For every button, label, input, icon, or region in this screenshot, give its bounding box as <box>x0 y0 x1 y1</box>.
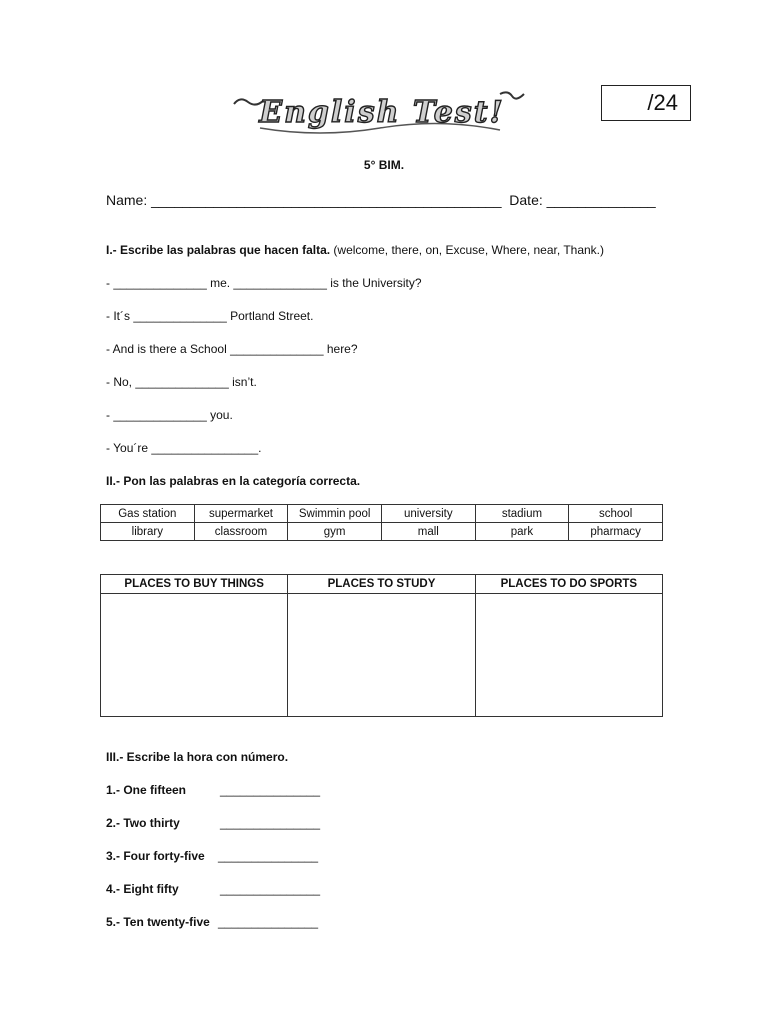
word-cell: mall <box>381 523 475 541</box>
answer-cell-sports[interactable] <box>475 594 662 717</box>
time-answer-blank[interactable]: _______________ <box>218 915 319 929</box>
word-cell: university <box>381 505 475 523</box>
section1-line-3[interactable]: - And is there a School ______________ here? <box>106 342 358 356</box>
word-cell: school <box>569 505 663 523</box>
english-test-logo <box>230 86 535 138</box>
name-date-line[interactable]: Name: _____________________________________________ Date: ______________ <box>106 192 656 208</box>
section1-title: I.- Escribe las palabras que hacen falta. <box>106 243 331 257</box>
word-cell: pharmacy <box>569 523 663 541</box>
word-cell: Swimmin pool <box>288 505 382 523</box>
table-row <box>101 594 663 717</box>
time-answer-blank[interactable]: _______________ <box>220 882 321 896</box>
category-header: PLACES TO BUY THINGS <box>101 575 288 594</box>
table-header-row <box>101 575 663 594</box>
time-item-label: 3.- Four forty-five <box>106 849 205 863</box>
section2-title: II.- Pon las palabras en la categoría correcta. <box>106 474 361 488</box>
word-cell: Gas station <box>101 505 195 523</box>
word-cell: library <box>101 523 195 541</box>
time-answer-blank[interactable]: _______________ <box>220 783 321 797</box>
word-bank-table <box>100 504 663 541</box>
answer-cell-study[interactable] <box>288 594 475 717</box>
categories-table <box>100 574 663 717</box>
time-item-label: 5.- Ten twenty-five <box>106 915 210 929</box>
section1-word-bank: (welcome, there, on, Excuse, Where, near, Thank.) <box>330 243 604 257</box>
section1-heading <box>106 243 604 257</box>
time-answer-blank[interactable]: _______________ <box>218 849 319 863</box>
time-item-label: 2.- Two thirty <box>106 816 180 830</box>
category-header: PLACES TO DO SPORTS <box>475 575 662 594</box>
word-cell: classroom <box>194 523 288 541</box>
time-item-label: 1.- One fifteen <box>106 783 187 797</box>
category-header: PLACES TO STUDY <box>288 575 475 594</box>
word-cell: park <box>475 523 569 541</box>
section1-line-5[interactable]: - ______________ you. <box>106 408 233 422</box>
word-cell: supermarket <box>194 505 288 523</box>
section3-title: III.- Escribe la hora con número. <box>106 750 289 764</box>
table-row <box>101 523 663 541</box>
section1-line-2[interactable]: - It´s ______________ Portland Street. <box>106 309 314 323</box>
section1-line-4[interactable]: - No, ______________ isn’t. <box>106 375 257 389</box>
section1-line-1[interactable]: - ______________ me. ______________ is the University? <box>106 276 422 290</box>
score-box: /24 <box>601 85 691 121</box>
time-answer-blank[interactable]: _______________ <box>220 816 321 830</box>
word-cell: gym <box>288 523 382 541</box>
section1-line-6[interactable]: - You´re ________________. <box>106 441 262 455</box>
bimester-label: 5° BIM. <box>363 158 405 172</box>
table-row <box>101 505 663 523</box>
word-cell: stadium <box>475 505 569 523</box>
time-item-label: 4.- Eight fifty <box>106 882 179 896</box>
logo-text: English Test! <box>259 95 505 130</box>
answer-cell-buy[interactable] <box>101 594 288 717</box>
